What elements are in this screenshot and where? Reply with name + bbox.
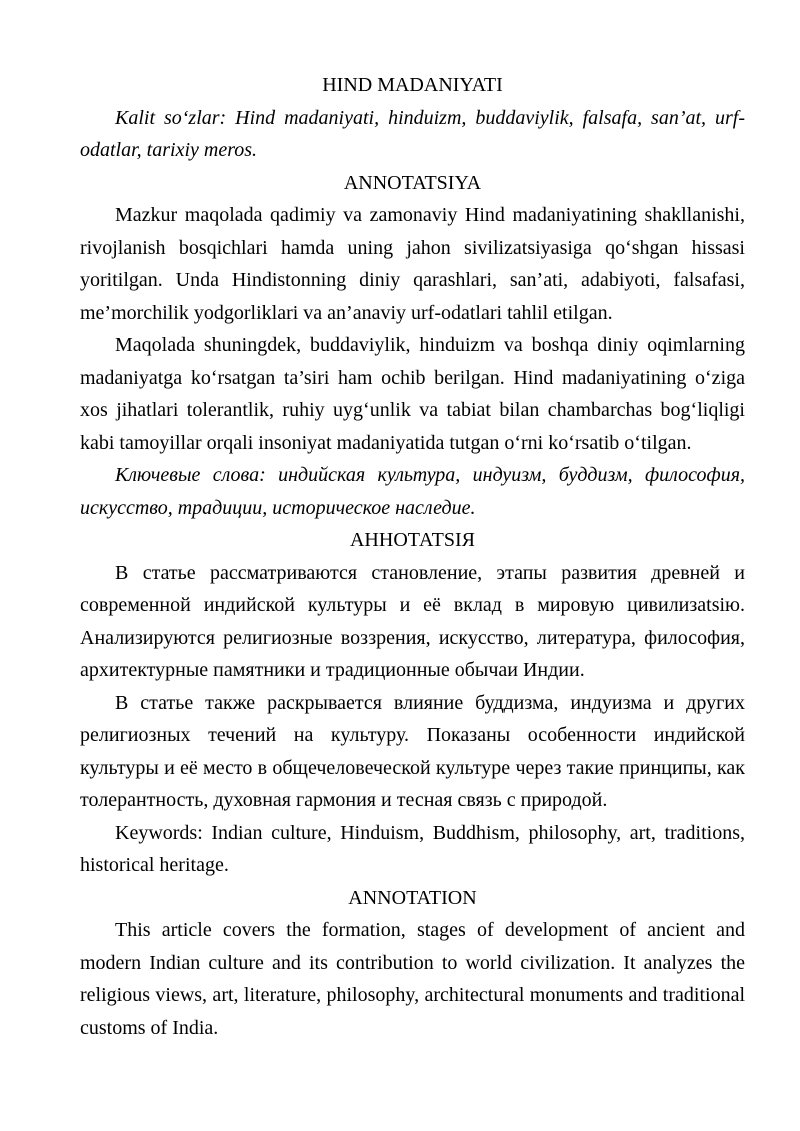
abstract-russian-paragraph-1: В статье рассматриваются становление, этапы развития древней и современной индийской культуры и её вклад в мировую цивилизatsiю. Анализируются религиозные воззрения, искусство, литература, философия, архитектурные памятники и традиционные обычаи Индии.	[80, 561, 745, 681]
heading-annotatsiya-uzbek: ANNOTATSIYA	[343, 171, 482, 194]
keywords-russian: Ключевые слова: индийская культура, индуизм, буддизм, философия, искусство, традиции, историческое наследие.	[80, 464, 745, 519]
page-title: HIND MADANIYATI	[322, 74, 503, 96]
heading-annotation-english: ANNOTATION	[348, 886, 477, 909]
abstract-russian-paragraph-2: В статье также раскрывается влияние буддизма, индуизма и других религиозных течений на культуру. Показаны особенности индийской культуры и её место в общечеловеческой культуре через такие принципы, как толерантность, духовная гармония и тесная связь с природой.	[80, 691, 745, 811]
abstract-english-paragraph-1: This article covers the formation, stages of development of ancient and modern Indian culture and its contribution to world civilization. It analyzes the religious views, art, literature, philosophy, architectural monuments and traditional customs of India.	[80, 919, 745, 1039]
heading-annotatsiya-russian: АННОТАТSIЯ	[349, 529, 476, 551]
keywords-uzbek: Kalit so‘zlar: Hind madaniyati, hinduizm, buddaviylik, falsafa, san’at, urf-odatlar, tarixiy meros.	[80, 106, 745, 161]
abstract-uzbek-paragraph-2: Maqolada shuningdek, buddaviylik, hinduizm va boshqa diniy oqimlarning madaniyatga ko‘rsatgan ta’siri ham ochib berilgan. Hind madaniyatining o‘ziga xos jihatlari tolerantlik, ruhiy uyg‘unlik va tabiat bilan chambarchas bog‘liqligi kabi tamoyillar orqali insoniyat madaniyatida tutgan o‘rni ko‘rsatib o‘tilgan.	[80, 334, 745, 454]
abstract-uzbek-paragraph-1: Mazkur maqolada qadimiy va zamonaviy Hind madaniyatining shakllanishi, rivojlanish bosqichlari hamda uning jahon sivilizatsiyasiga qo‘shgan hissasi yoritilgan. Unda Hindistonning diniy qarashlari, san’ati, adabiyoti, falsafasi, me’morchilik yodgorliklari va an’anaviy urf-odatlari tahlil etilgan.	[80, 204, 745, 324]
keywords-english: Keywords: Indian culture, Hinduism, Buddhism, philosophy, art, traditions, historical heritage.	[80, 821, 745, 876]
